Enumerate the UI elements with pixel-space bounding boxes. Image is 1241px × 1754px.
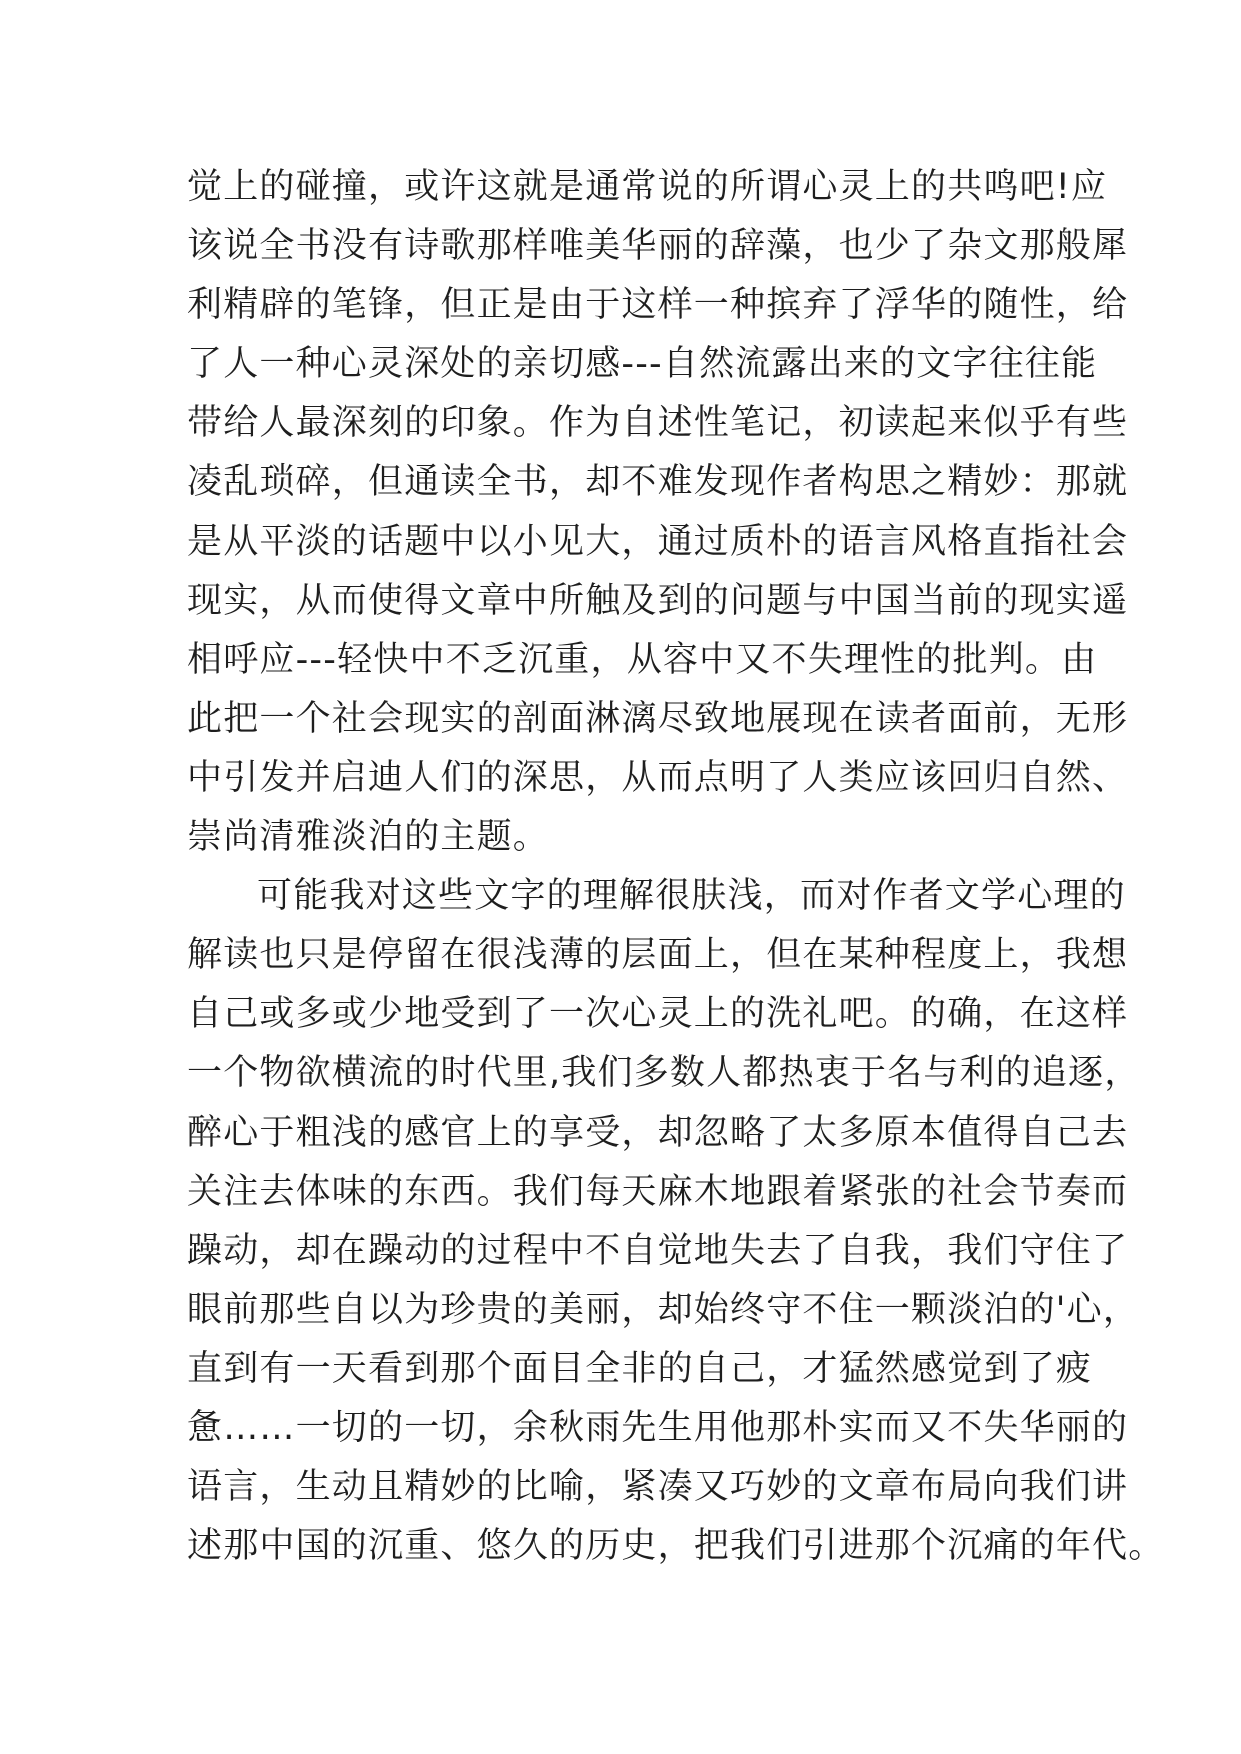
text-line: 觉上的碰撞，或许这就是通常说的所谓心灵上的共鸣吧!应 xyxy=(187,167,1108,207)
text-line: 躁动，却在躁动的过程中不自觉地失去了自我，我们守住了 xyxy=(187,1230,1129,1271)
text-line: 凌乱琐碎，但通读全书，却不难发现作者构思之精妙：那就 xyxy=(187,462,1129,503)
paragraph-2 xyxy=(187,867,1165,1576)
text-line: 关注去体味的东西。我们每天麻木地跟着紧张的社会节奏而 xyxy=(187,1171,1129,1212)
text-line: 了人一种心灵深处的亲切感---自然流露出来的文字往往能 xyxy=(187,344,1098,385)
text-line: 醉心于粗浅的感官上的享受，却忽略了太多原本值得自己去 xyxy=(187,1112,1129,1153)
paragraph-1 xyxy=(187,158,1129,867)
text-line: 述那中国的沉重、悠久的历史，把我们引进那个沉痛的年代。 xyxy=(187,1526,1165,1567)
text-line: 直到有一天看到那个面目全非的自己，才猛然感觉到了疲 xyxy=(187,1348,1093,1389)
text-line: 惫……一切的一切，余秋雨先生用他那朴实而又不失华丽的 xyxy=(187,1407,1129,1448)
text-line: 现实，从而使得文章中所触及到的问题与中国当前的现实遥 xyxy=(187,580,1129,621)
text-line: 自己或多或少地受到了一次心灵上的洗礼吧。的确，在这样 xyxy=(187,994,1129,1035)
text-line: 是从平淡的话题中以小见大，通过质朴的语言风格直指社会 xyxy=(187,521,1129,562)
text-line: 中引发并启迪人们的深思，从而点明了人类应该回归自然、 xyxy=(187,757,1129,798)
text-line: 解读也只是停留在很浅薄的层面上，但在某种程度上，我想 xyxy=(187,935,1129,976)
text-line: 此把一个社会现实的剖面淋漓尽致地展现在读者面前，无形 xyxy=(187,698,1129,739)
text-line: 带给人最深刻的印象。作为自述性笔记，初读起来似乎有些 xyxy=(187,403,1129,444)
text-line: 一个物欲横流的时代里,我们多数人都热衷于名与利的追逐， xyxy=(187,1053,1141,1094)
text-line: 该说全书没有诗歌那样唯美华丽的辞藻，也少了杂文那般犀 xyxy=(187,226,1129,267)
text-line: 语言，生动且精妙的比喻，紧凑又巧妙的文章布局向我们讲 xyxy=(187,1467,1129,1508)
body-text xyxy=(187,158,1165,1576)
text-line: 利精辟的笔锋，但正是由于这样一种摈弃了浮华的随性，给 xyxy=(187,285,1129,326)
text-line: 眼前那些自以为珍贵的美丽，却始终守不住一颗淡泊的'心， xyxy=(187,1289,1140,1330)
text-line: 可能我对这些文字的理解很肤浅，而对作者文学心理的 xyxy=(257,876,1126,917)
text-line: 相呼应---轻快中不乏沉重，从容中又不失理性的批判。由 xyxy=(187,639,1098,680)
text-line: 崇尚清雅淡泊的主题。 xyxy=(187,817,550,858)
